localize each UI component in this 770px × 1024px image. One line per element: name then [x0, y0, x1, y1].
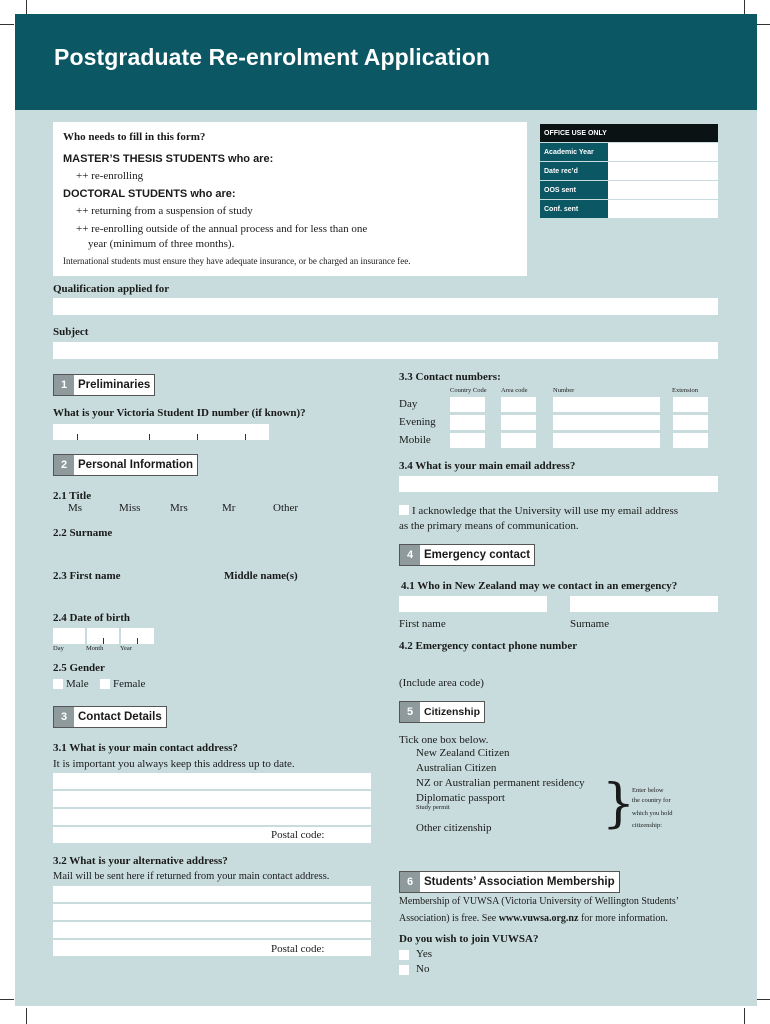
alt-address-question: 3.2 What is your alternative address?	[53, 855, 228, 867]
vuwsa-text-1: Membership of VUWSA (Victoria University of Wellington Students’	[399, 896, 680, 907]
main-postal-code-label: Postal code:	[271, 829, 325, 841]
email-ack-text-2: as the primary means of communication.	[399, 520, 579, 532]
col-country-code: Country Code	[450, 387, 487, 394]
main-address-line-1[interactable]	[53, 773, 371, 789]
office-row	[540, 180, 718, 199]
masters-heading: MASTER’S THESIS STUDENTS who are:	[63, 153, 274, 165]
day-number-field[interactable]	[553, 397, 660, 412]
citizenship-option-resident[interactable]: NZ or Australian permanent residency	[416, 777, 585, 789]
section-5-title: Citizenship	[424, 706, 481, 718]
section-3-title: Contact Details	[78, 711, 162, 723]
crop-mark-br-h	[757, 999, 770, 1000]
col-extension: Extension	[672, 387, 698, 394]
mobile-number-field[interactable]	[553, 433, 660, 448]
email-ack-text-1: I acknowledge that the University will use my email address	[412, 505, 679, 517]
doctoral-heading: DOCTORAL STUDENTS who are:	[63, 188, 236, 200]
citizenship-option-other[interactable]: Other citizenship	[416, 822, 492, 834]
emergency-first-name-label: First name	[399, 618, 446, 630]
office-label: Conf. sent	[540, 200, 608, 218]
student-id-question: What is your Victoria Student ID number (if known)?	[53, 407, 306, 419]
dob-day-label: Day	[53, 645, 64, 652]
day-country-field[interactable]	[450, 397, 485, 412]
subject-field[interactable]	[53, 342, 718, 359]
main-address-question: 3.1 What is your main contact address?	[53, 742, 238, 754]
vuwsa-no-label: No	[416, 963, 430, 975]
evening-country-field[interactable]	[450, 415, 485, 430]
citizenship-intro: Tick one box below.	[399, 734, 489, 746]
crop-mark-tr-v	[744, 0, 745, 14]
insurance-note: International students must ensure they have adequate insurance, or be charged an insurance fee.	[63, 256, 411, 266]
student-id-divider	[77, 434, 78, 440]
col-number: Number	[553, 387, 575, 394]
section-5-number: 5	[400, 702, 420, 722]
office-row	[540, 142, 718, 161]
citizenship-option-study-permit[interactable]: Study permit	[416, 804, 450, 811]
office-row	[540, 161, 718, 180]
citizenship-brace: }	[602, 774, 636, 834]
section-1-title: Preliminaries	[78, 379, 151, 391]
dob-year-label: Year	[120, 645, 132, 652]
title-label: 2.1 Title	[53, 490, 92, 502]
gender-female-checkbox[interactable]	[100, 679, 110, 689]
section-4-number: 4	[400, 545, 420, 565]
main-address-line-3[interactable]	[53, 809, 371, 825]
section-3-header	[53, 706, 167, 728]
doctoral-item-2-cont: year (minimum of three months).	[88, 238, 235, 250]
info-heading: Who needs to fill in this form?	[63, 131, 206, 143]
office-row	[540, 199, 718, 218]
phone-row-evening-label: Evening	[399, 416, 436, 428]
office-value	[608, 143, 718, 161]
main-address-line-2[interactable]	[53, 791, 371, 807]
vuwsa-link[interactable]: www.vuwsa.org.nz	[498, 913, 579, 924]
vuwsa-text-2a: Association) is free. See	[399, 913, 499, 924]
emergency-surname-field[interactable]	[570, 596, 718, 612]
doctoral-item-2: ++ re-enrolling outside of the annual process and for less than one	[76, 223, 368, 235]
vuwsa-text-2c: for more information.	[578, 913, 668, 924]
evening-number-field[interactable]	[553, 415, 660, 430]
vuwsa-no-checkbox[interactable]	[399, 965, 409, 975]
qualification-label: Qualification applied for	[53, 283, 170, 295]
mobile-extension-field[interactable]	[673, 433, 708, 448]
title-option-mr[interactable]: Mr	[222, 502, 236, 514]
emergency-first-name-field[interactable]	[399, 596, 547, 612]
student-id-divider	[149, 434, 150, 440]
crop-mark-br-v	[744, 1008, 745, 1024]
student-id-divider	[197, 434, 198, 440]
dob-month-label: Month	[86, 645, 104, 652]
gender-male-checkbox[interactable]	[53, 679, 63, 689]
gender-label: 2.5 Gender	[53, 662, 105, 674]
gender-female-label: Female	[113, 678, 146, 690]
surname-label: 2.2 Surname	[53, 527, 113, 539]
alt-address-note: Mail will be sent here if returned from your main contact address.	[53, 871, 330, 882]
mobile-country-field[interactable]	[450, 433, 485, 448]
section-6-header	[399, 871, 620, 893]
crop-mark-bl-h	[0, 999, 14, 1000]
dob-day-field[interactable]	[53, 628, 85, 644]
title-option-ms[interactable]: Ms	[68, 502, 83, 514]
section-4-header	[399, 544, 535, 566]
citizenship-option-nz[interactable]: New Zealand Citizen	[416, 747, 510, 759]
title-option-mrs[interactable]: Mrs	[170, 502, 188, 514]
email-ack-checkbox[interactable]	[399, 505, 409, 515]
crop-mark-tl-h	[0, 24, 14, 25]
section-6-number: 6	[400, 872, 420, 892]
evening-extension-field[interactable]	[673, 415, 708, 430]
alt-address-line-1[interactable]	[53, 886, 371, 902]
vuwsa-join-question: Do you wish to join VUWSA?	[399, 933, 539, 945]
emergency-area-code-note: (Include area code)	[399, 677, 484, 689]
office-use-heading: OFFICE USE ONLY	[540, 124, 718, 142]
dob-label: 2.4 Date of birth	[53, 612, 130, 624]
qualification-field[interactable]	[53, 298, 718, 315]
office-value	[608, 200, 718, 218]
col-area-code: Area code	[501, 387, 528, 394]
citizenship-note-2: the country for	[632, 797, 671, 804]
citizenship-note-1: Enter below	[632, 787, 664, 794]
alt-postal-code-label: Postal code:	[271, 943, 325, 955]
gender-male-label: Male	[66, 678, 89, 690]
office-value	[608, 162, 718, 180]
dob-divider	[137, 638, 138, 644]
evening-area-field[interactable]	[501, 415, 536, 430]
main-address-note: It is important you always keep this address up to date.	[53, 758, 295, 770]
title-option-miss[interactable]: Miss	[119, 502, 141, 514]
vuwsa-yes-label: Yes	[416, 948, 433, 960]
page-title: Postgraduate Re-enrolment Application	[54, 44, 491, 70]
office-label: OOS sent	[540, 181, 608, 199]
section-2-number: 2	[54, 455, 74, 475]
mobile-area-field[interactable]	[501, 433, 536, 448]
citizenship-note-3: which you hold	[632, 810, 673, 817]
section-5-header	[399, 701, 485, 723]
section-6-title: Students’ Association Membership	[424, 876, 615, 888]
section-2-header	[53, 454, 198, 476]
student-id-divider	[245, 434, 246, 440]
middle-name-label: Middle name(s)	[224, 570, 298, 582]
citizenship-option-diplomatic[interactable]: Diplomatic passport	[416, 792, 505, 804]
office-label: Date rec’d	[540, 162, 608, 180]
crop-mark-tl-v	[26, 0, 27, 14]
first-name-label: 2.3 First name	[53, 570, 121, 582]
contact-numbers-label: 3.3 Contact numbers:	[399, 371, 501, 383]
citizenship-option-au[interactable]: Australian Citizen	[416, 762, 497, 774]
emergency-phone-question: 4.2 Emergency contact phone number	[399, 640, 578, 652]
masters-item: ++ re-enrolling	[76, 170, 144, 182]
section-2-title: Personal Information	[78, 459, 194, 471]
alt-address-line-3[interactable]	[53, 922, 371, 938]
office-use-table	[540, 124, 718, 218]
student-id-field[interactable]	[53, 424, 269, 440]
office-label: Academic Year	[540, 143, 608, 161]
doctoral-item-1: ++ returning from a suspension of study	[76, 205, 253, 217]
section-1-header	[53, 374, 155, 396]
vuwsa-text-2	[399, 913, 668, 924]
email-field[interactable]	[399, 476, 718, 492]
title-option-other[interactable]: Other	[273, 502, 299, 514]
section-1-number: 1	[54, 375, 74, 395]
emergency-question: 4.1 Who in New Zealand may we contact in an emergency?	[401, 580, 678, 592]
office-value	[608, 181, 718, 199]
day-extension-field[interactable]	[673, 397, 708, 412]
day-area-field[interactable]	[501, 397, 536, 412]
dob-divider	[103, 638, 104, 644]
email-question: 3.4 What is your main email address?	[399, 460, 576, 472]
phone-row-mobile-label: Mobile	[399, 434, 431, 446]
alt-address-line-2[interactable]	[53, 904, 371, 920]
section-3-number: 3	[54, 707, 74, 727]
crop-mark-bl-v	[26, 1008, 27, 1024]
subject-label: Subject	[53, 326, 89, 338]
phone-row-day-label: Day	[399, 398, 418, 410]
crop-mark-tr-h	[757, 24, 770, 25]
section-4-title: Emergency contact	[424, 549, 531, 561]
emergency-surname-label: Surname	[570, 618, 610, 630]
vuwsa-yes-checkbox[interactable]	[399, 950, 409, 960]
citizenship-note-4: citizenship:	[632, 822, 662, 829]
